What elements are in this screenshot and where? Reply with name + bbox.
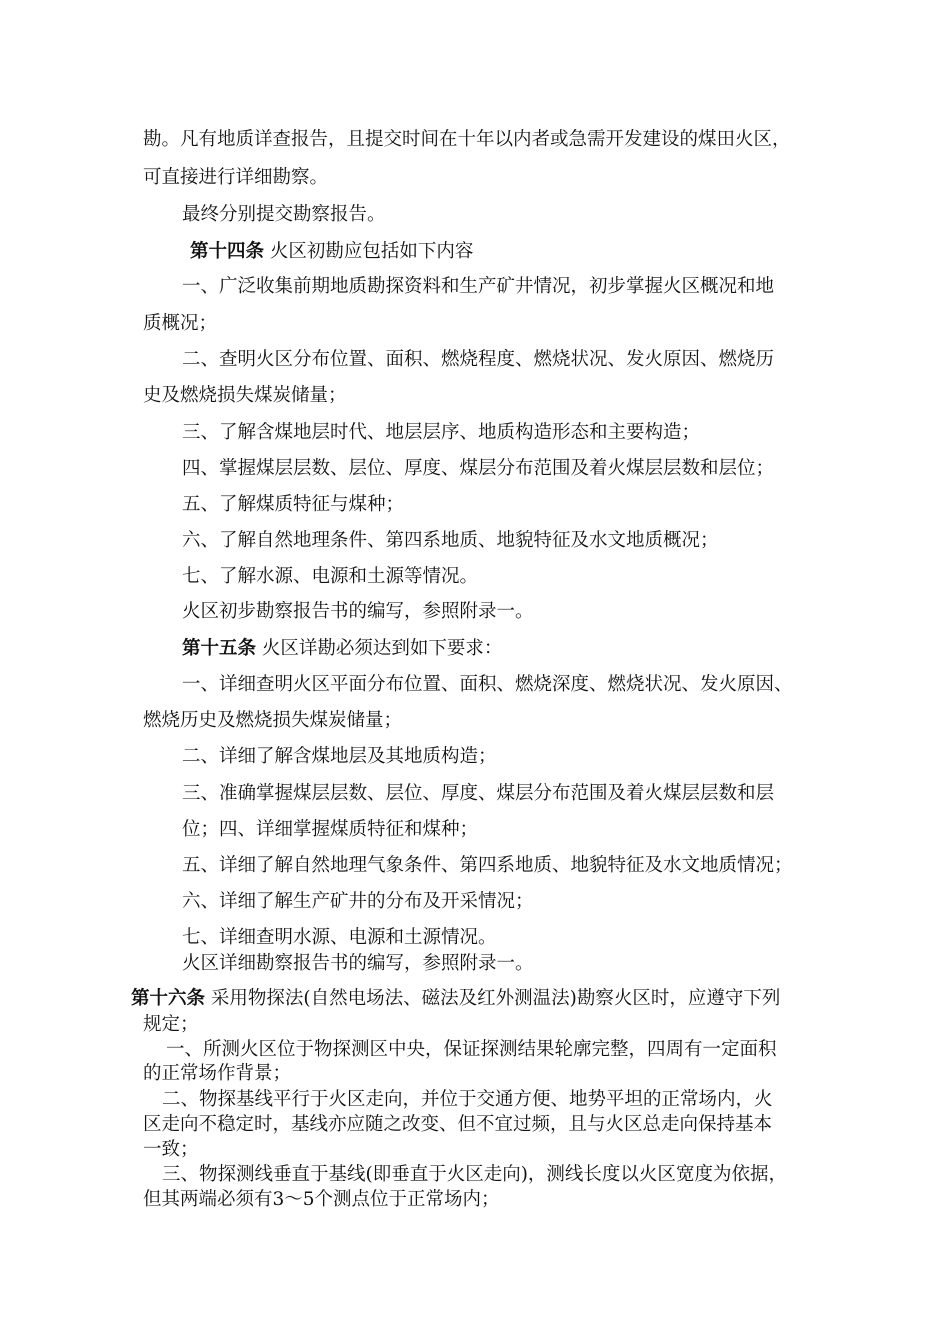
body-line: 燃烧历史及燃烧损失煤炭储量； — [143, 710, 403, 731]
body-line: 勘。凡有地质详查报告，且提交时间在十年以内者或急需开发建设的煤田火区， — [143, 129, 791, 150]
body-line: 区走向不稳定时，基线亦应随之改变、但不宜过频，且与火区总走向保持基本 — [143, 1114, 773, 1135]
body-line: 三、了解含煤地层时代、地层层序、地质构造形态和主要构造； — [182, 422, 701, 443]
article-number: 第十六条 — [131, 988, 206, 1009]
body-line: 火区详细勘察报告书的编写，参照附录一。 — [182, 953, 534, 974]
body-line: 五、详细了解自然地理气象条件、第四系地质、地貌特征及水文地质情况； — [182, 855, 793, 876]
body-line: 六、详细了解生产矿井的分布及开采情况； — [182, 891, 534, 912]
body-line: 一、广泛收集前期地质勘探资料和生产矿井情况，初步掌握火区概况和地 — [182, 276, 775, 297]
body-line: 一致； — [143, 1139, 199, 1160]
body-line: 规定； — [143, 1014, 199, 1035]
body-line: 火区初步勘察报告书的编写，参照附录一。 — [182, 601, 534, 622]
body-line: 史及燃烧损失煤炭储量； — [143, 385, 347, 406]
article-heading: 第十六条 采用物探法(自然电场法、磁法及红外测温法)勘察火区时，应遵守下列 — [131, 988, 781, 1009]
body-line: 可直接进行详细勘察。 — [143, 167, 329, 188]
body-line: 五、了解煤质特征与煤种； — [182, 494, 405, 515]
article-number: 第十五条 — [182, 638, 257, 659]
body-line: 但其两端必须有3～5个测点位于正常场内； — [143, 1189, 500, 1210]
article-heading: 第十五条 火区详勘必须达到如下要求： — [182, 638, 503, 659]
body-line: 三、物探测线垂直于基线(即垂直于火区走向)，测线长度以火区宽度为依据， — [162, 1164, 787, 1185]
body-line: 二、查明火区分布位置、面积、燃烧程度、燃烧状况、发火原因、燃烧历 — [182, 349, 775, 370]
body-line: 的正常场作背景； — [143, 1063, 292, 1084]
body-line: 三、准确掌握煤层层数、层位、厚度、煤层分布范围及着火煤层层数和层 — [182, 783, 775, 804]
body-line: 最终分别提交勘察报告。 — [182, 204, 386, 225]
body-line: 二、物探基线平行于火区走向，并位于交通方便、地势平坦的正常场内，火 — [162, 1089, 773, 1110]
body-line: 二、详细了解含煤地层及其地质构造； — [182, 746, 497, 767]
body-line: 一、所测火区位于物探测区中央，保证探测结果轮廓完整，四周有一定面积 — [166, 1039, 777, 1060]
body-line: 七、了解水源、电源和土源等情况。 — [182, 566, 479, 587]
body-line: 位；四、详细掌握煤质特征和煤种； — [182, 819, 479, 840]
article-heading: 第十四条 火区初勘应包括如下内容 — [190, 241, 474, 262]
body-line: 四、掌握煤层层数、层位、厚度、煤层分布范围及着火煤层层数和层位； — [182, 458, 775, 479]
body-line: 一、详细查明火区平面分布位置、面积、燃烧深度、燃烧状况、发火原因、 — [182, 674, 793, 695]
body-line: 六、了解自然地理条件、第四系地质、地貌特征及水文地质概况； — [182, 530, 719, 551]
body-line: 质概况； — [143, 313, 218, 334]
body-line: 七、详细查明水源、电源和土源情况。 — [182, 927, 497, 948]
article-number: 第十四条 — [190, 241, 265, 262]
